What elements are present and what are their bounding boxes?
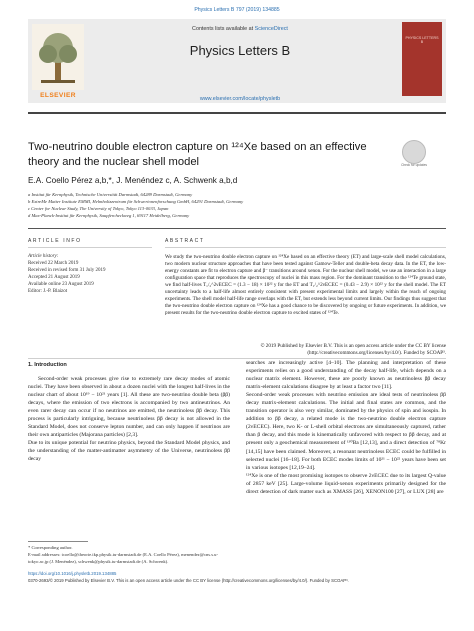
affiliation-a: a Institut für Kernphysik, Technische Universität Darmstadt, 64289 Darmstadt, Germany: [28, 192, 193, 197]
article-info-heading: ARTICLE INFO: [28, 238, 82, 244]
intro-right-column: searches are increasingly active [4–10]. The planning and interpretation of these experiments relies on a good understanding of the decay half-life, which depends on a nuclear matrix element. However, these are poorly known as neutrinoless ββ decay matrix-element calculations disagree by at least a factor two [11]. Second-order weak processes with neutrino emission are ideal tests of neutrinoless ββ decay matrix-element calculations. The initial and final states are common, and the transition operator is also very similar, dominated by the physics of spin and isospin. In addition to ββ decay, a related mode is the two-neutrino double electron capture (2νECEC). Here, two K- or L-shell orbital electrons are simultaneously captured, rather than β decay, and this mode is kinematically unfavored with respect to ββ decay, and at present only a geochemical measurement of ¹³⁰Ba [12,13], and a direct detection of ⁷⁸Kr [14,15] have been claimed. Moreover, a resonant neutrinoless ECEC could be fulfilled in selected nuclei [16–18]. For both ECEC modes limits of 10²¹ − 10²² years have been set in various isotopes [12,19–24]. ¹²⁴Xe is one of the most promising isotopes to observe 2νECEC due to its largest Q-value of 2857 keV [25]. Large-volume liquid-xenon experiments primarily designed for the direct detection of dark matter such as XMASS [26], XENON100 [27], or LUX [28] are: [246, 360, 446, 495]
license-text: © 2019 Published by Elsevier B.V. This is an open access article under the CC BY license (http://creativecommons.org/licenses/by/4.0/). Funded by SCOAP³.: [260, 343, 446, 357]
article-history-label: Article history:: [28, 254, 59, 259]
accepted-date: Accepted 21 August 2019: [28, 275, 80, 280]
intro-left-column: Second-order weak processes give rise to extremely rare decay modes of atomic nuclei. They have been observed in about a dozen nuclei with the longest half-lives in the nuclear chart of about 10¹⁹ − 10²¹ years [1]. All these are two-neutrino double beta (ββ) decays, where the emission of two electrons is accompanied by two antineutrinos. An even rarer decay can occur if no neutrinos are emitted, the neutrinoless ββ decay. This process is particularly intriguing, because neutrinoless ββ decay is not allowed in the Standard Model, does not conserve lepton number, and can only happen if neutrinos are their own antiparticles (Majorana particles) [2,3]. Due to its unique potential for neutrino physics, beyond the Standard Model physics, and the understanding of the matter-antimatter asymmetry of the Universe, neutrinoless ββ decay: [28, 376, 230, 463]
crossmark-icon[interactable]: [402, 140, 426, 164]
abstract-text: We study the two-neutrino double electron capture on ¹²⁴Xe based on an effective theory (ET) and large-scale shell model calculations, two modern nuclear structure approaches that have been tested against Gamow-Teller and double-beta decay data. In the ET, the low-energy constants are fit to electron capture and β⁻ transitions around xenon. For the nuclear shell model, we use an interaction in a large configuration space that reproduces the spectroscopy of nuclei in this mass region. For the dominant transition to the ¹²⁴Te ground state, we find half-lives T₁/₂^2νECEC = (1.3 − 18) × 10²² y for the ET and T₁/₂^2νECEC = (0.43 − 2.9) × 10²² y for the shell model. The ET uncertainty leads to a half-life almost entirely consistent with present experimental limits and largely within the reach of ongoing experiments. The shell model half-life range overlaps with the ET, but extends less beyond current limits. Our findings thus suggest that the two-neutrino double electron capture on ¹²⁴Xe has a good chance to be discovered by ongoing or future experiments. In addition, we present results for the two-neutrino double electron capture to excited states of ¹²⁴Te.: [165, 254, 446, 317]
footnote-rule: [28, 541, 88, 542]
issn-license: 0370-2693/© 2019 Published by Elsevier B.V. This is an open access article under the CC BY license (http://creativecommons.org/licenses/by/4.0/). Funded by SCOAP³.: [28, 578, 349, 583]
affiliation-divider: [28, 228, 446, 229]
journal-reference[interactable]: Physics Letters B 797 (2019) 134885: [194, 7, 280, 13]
affiliation-c: c Center for Nuclear Study, The University of Tokyo, Tokyo 113-0033, Japan: [28, 206, 169, 211]
article-info-rule: [28, 247, 152, 248]
homepage-link[interactable]: www.elsevier.com/locate/physletb: [199, 96, 281, 102]
crossmark-label: Check for updates: [401, 163, 427, 167]
section-title: 1. Introduction: [28, 362, 67, 368]
abstract-rule: [165, 247, 446, 248]
elsevier-tree-logo: [32, 24, 84, 90]
tree-icon: [35, 28, 81, 86]
abstract-heading: ABSTRACT: [165, 238, 205, 244]
corresponding-author-note: * Corresponding author.: [28, 545, 73, 550]
journal-homepage: [100, 96, 380, 102]
doi-link[interactable]: https://doi.org/10.1016/j.physletb.2019.134885: [28, 571, 117, 576]
article-title: Two-neutrino double electron capture on ¹²⁴Xe based on an effective theory and the nuclear shell model: [28, 141, 367, 168]
email-addresses[interactable]: E-mail addresses: tcoello@theorie.ikp.physik.tu-darmstadt.de (E.A. Coello Pérez), menendez@cns.s.u-tokyo.ac.jp (J. Menéndez), schwenk@physik.tu-darmstadt.de (A. Schwenk).: [28, 552, 218, 564]
cover-title: PHYSICS LETTERS B: [405, 36, 439, 44]
journal-cover: [402, 22, 442, 96]
revised-date: Received in revised form 31 July 2019: [28, 268, 106, 273]
header-divider: [28, 112, 446, 114]
received-date: Received 22 March 2019: [28, 261, 79, 266]
publisher-name: ELSEVIER: [40, 92, 76, 99]
contents-line: [100, 26, 380, 32]
sciencedirect-link[interactable]: ScienceDirect: [254, 26, 288, 32]
contents-prefix: Contents lists available at: [192, 26, 255, 32]
online-date: Available online 23 August 2019: [28, 282, 94, 287]
journal-title: Physics Letters B: [189, 43, 291, 58]
editor-line: Editor: J.-P. Blaizot: [28, 289, 68, 294]
affiliation-b: b ExtreMe Matter Institute EMMI, Helmholtzzentrum für Schwerionenforschung GmbH, 64291 Darmstadt, Germany: [28, 199, 244, 204]
author-list: E.A. Coello Pérez a,b,*, J. Menéndez c, A. Schwenk a,b,d: [28, 176, 238, 185]
affiliation-d: d Max-Planck-Institut für Kernphysik, Saupfercheckweg 1, 69117 Heidelberg, Germany: [28, 213, 190, 218]
